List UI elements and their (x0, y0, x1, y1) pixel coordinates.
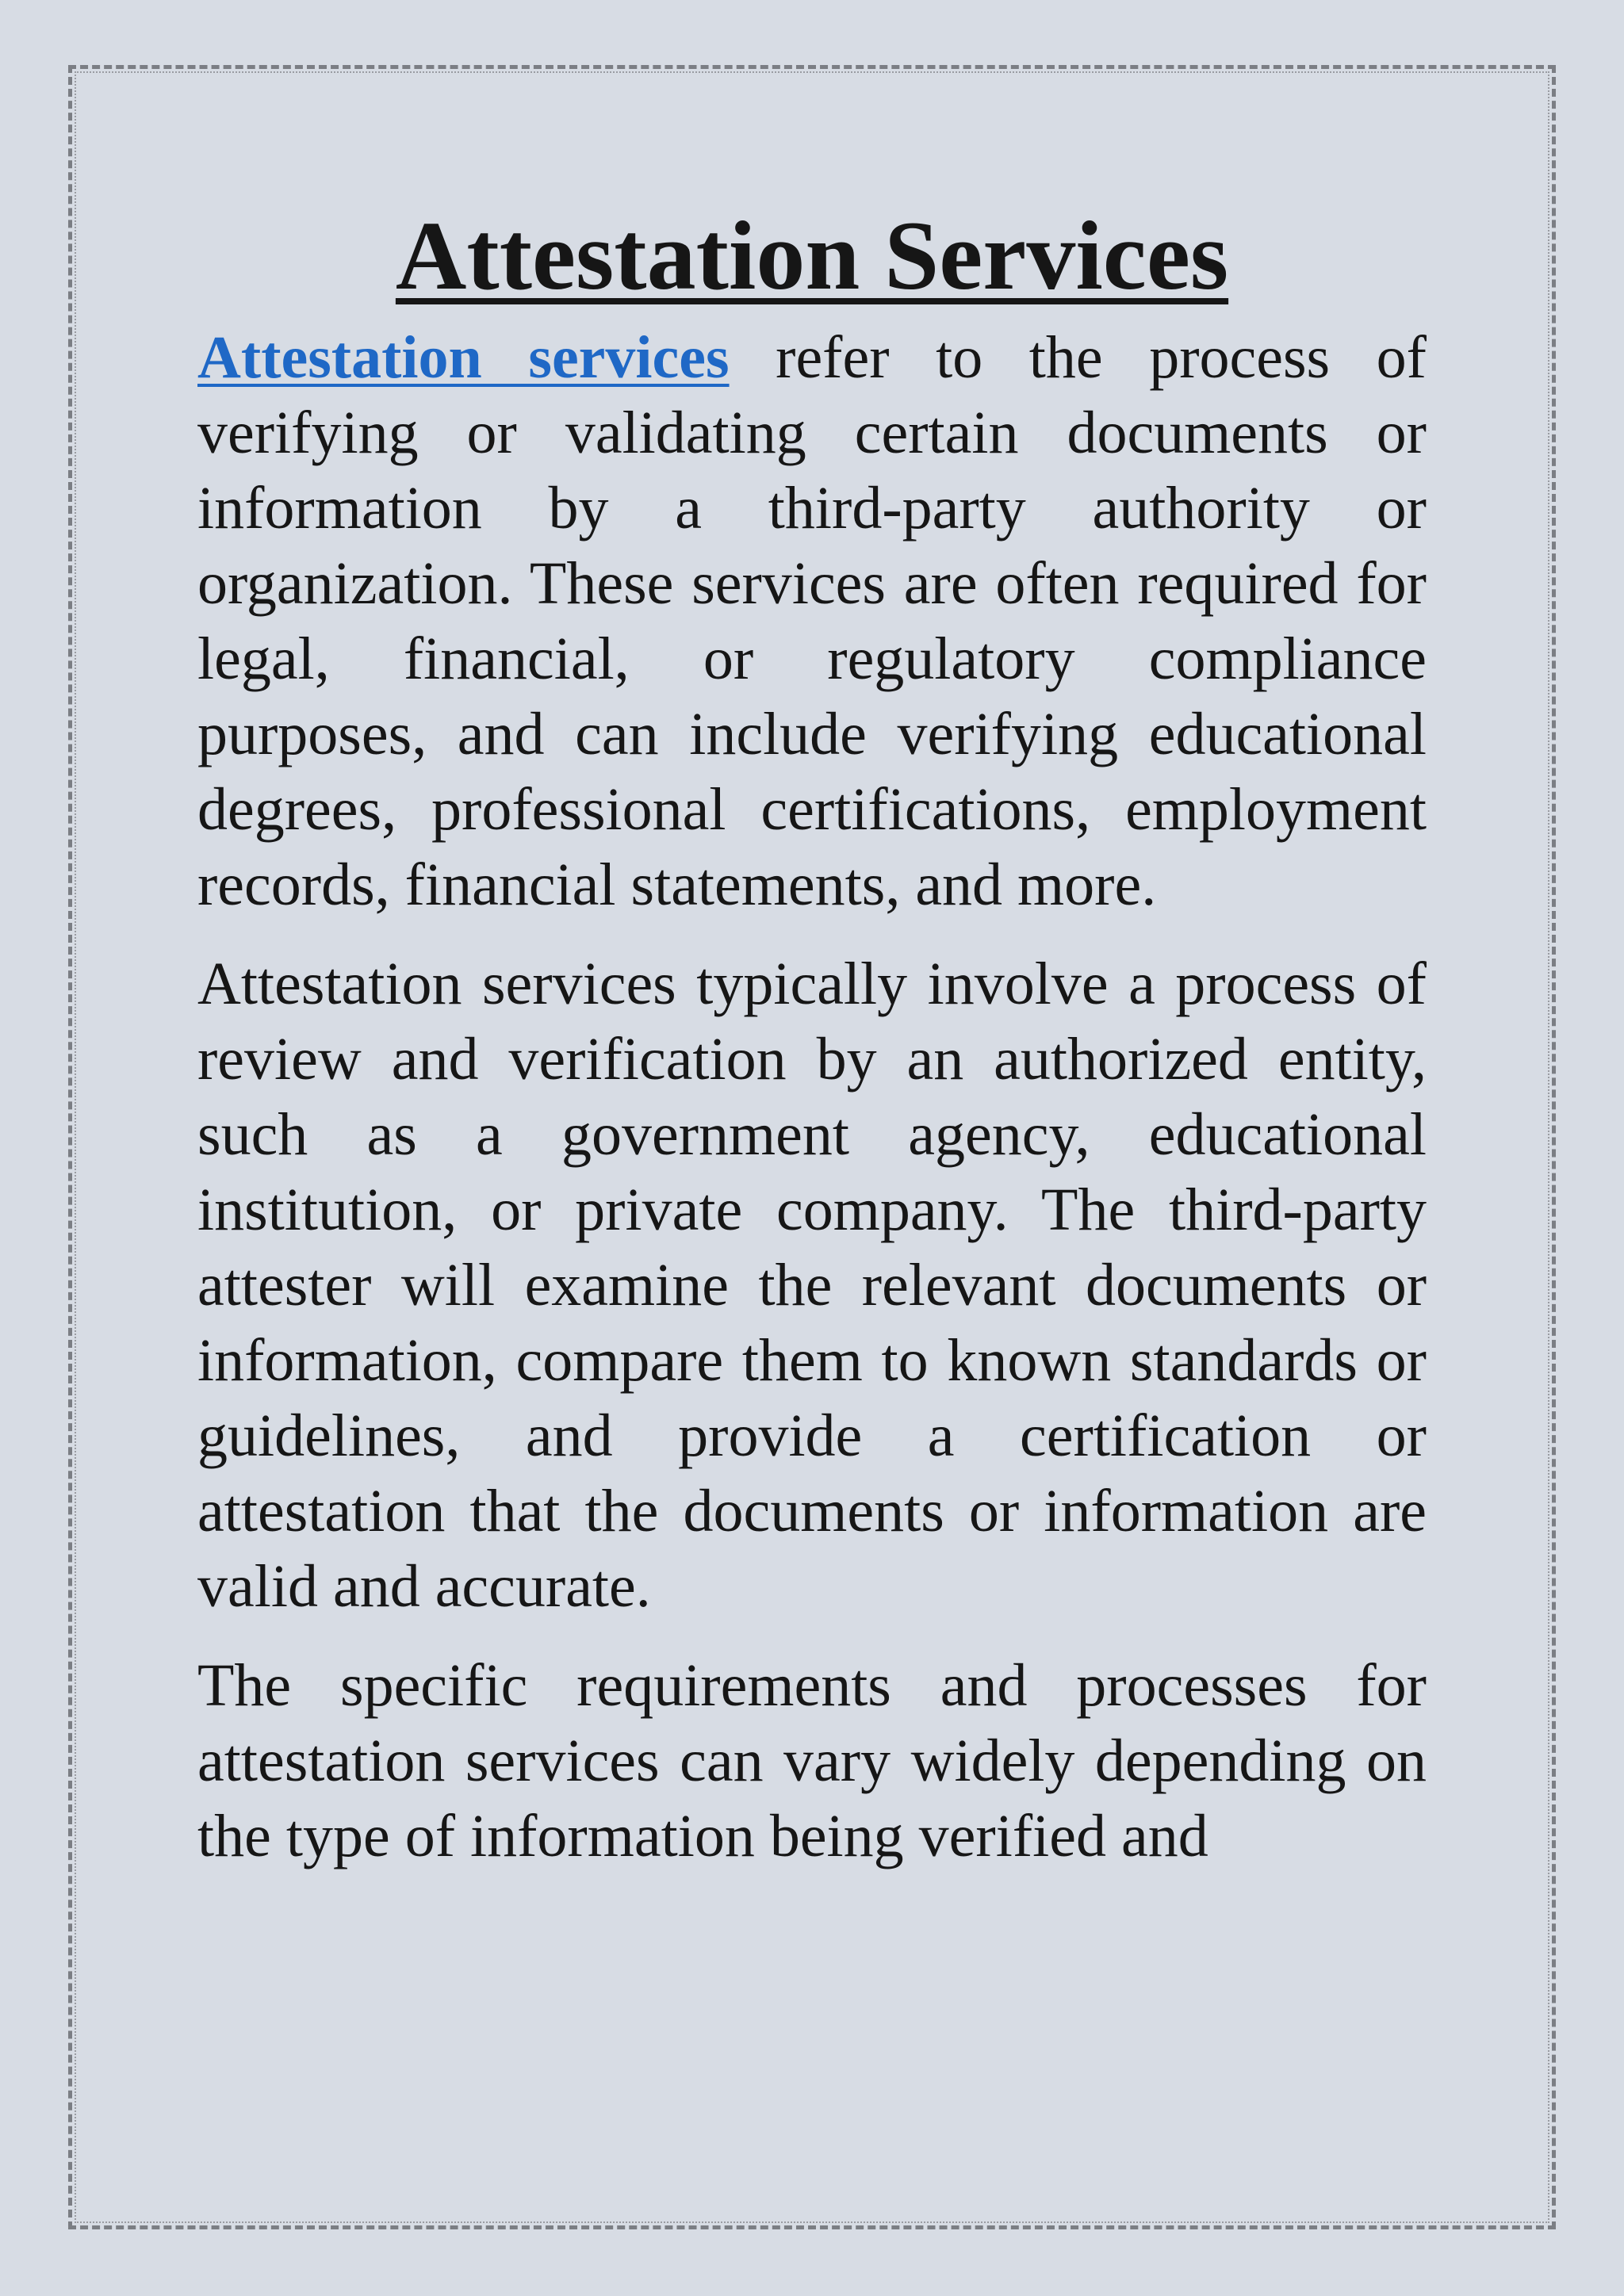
attestation-services-link[interactable]: Attestation services (197, 324, 730, 392)
paragraph-process: Attestation services typically involve a process of review and verification by an authorized entity, such as a government agency, educational institution, or private company. The third-party attester will examine the relevant documents or information, compare them to known standards or guidelines, and provide a certification or attestation that the documents or information are valid and accurate. (197, 951, 1427, 1621)
page-title-text: Attestation Services (395, 201, 1229, 310)
document-content (197, 201, 1427, 1898)
page-title (197, 201, 1427, 310)
paragraph-requirements: The specific requirements and processes for attestation services can vary widely depending on the type of information being verified and (197, 1652, 1427, 1870)
paragraph-intro-text: refer to the process of verifying or validating certain documents or information by a third-party authority or organization. These services are often required for legal, financial, or regulatory compliance purposes, and can include verifying educational degrees, professional certifications, employment records, financial statements, and more. (197, 324, 1427, 919)
paragraph-intro (197, 320, 1427, 923)
